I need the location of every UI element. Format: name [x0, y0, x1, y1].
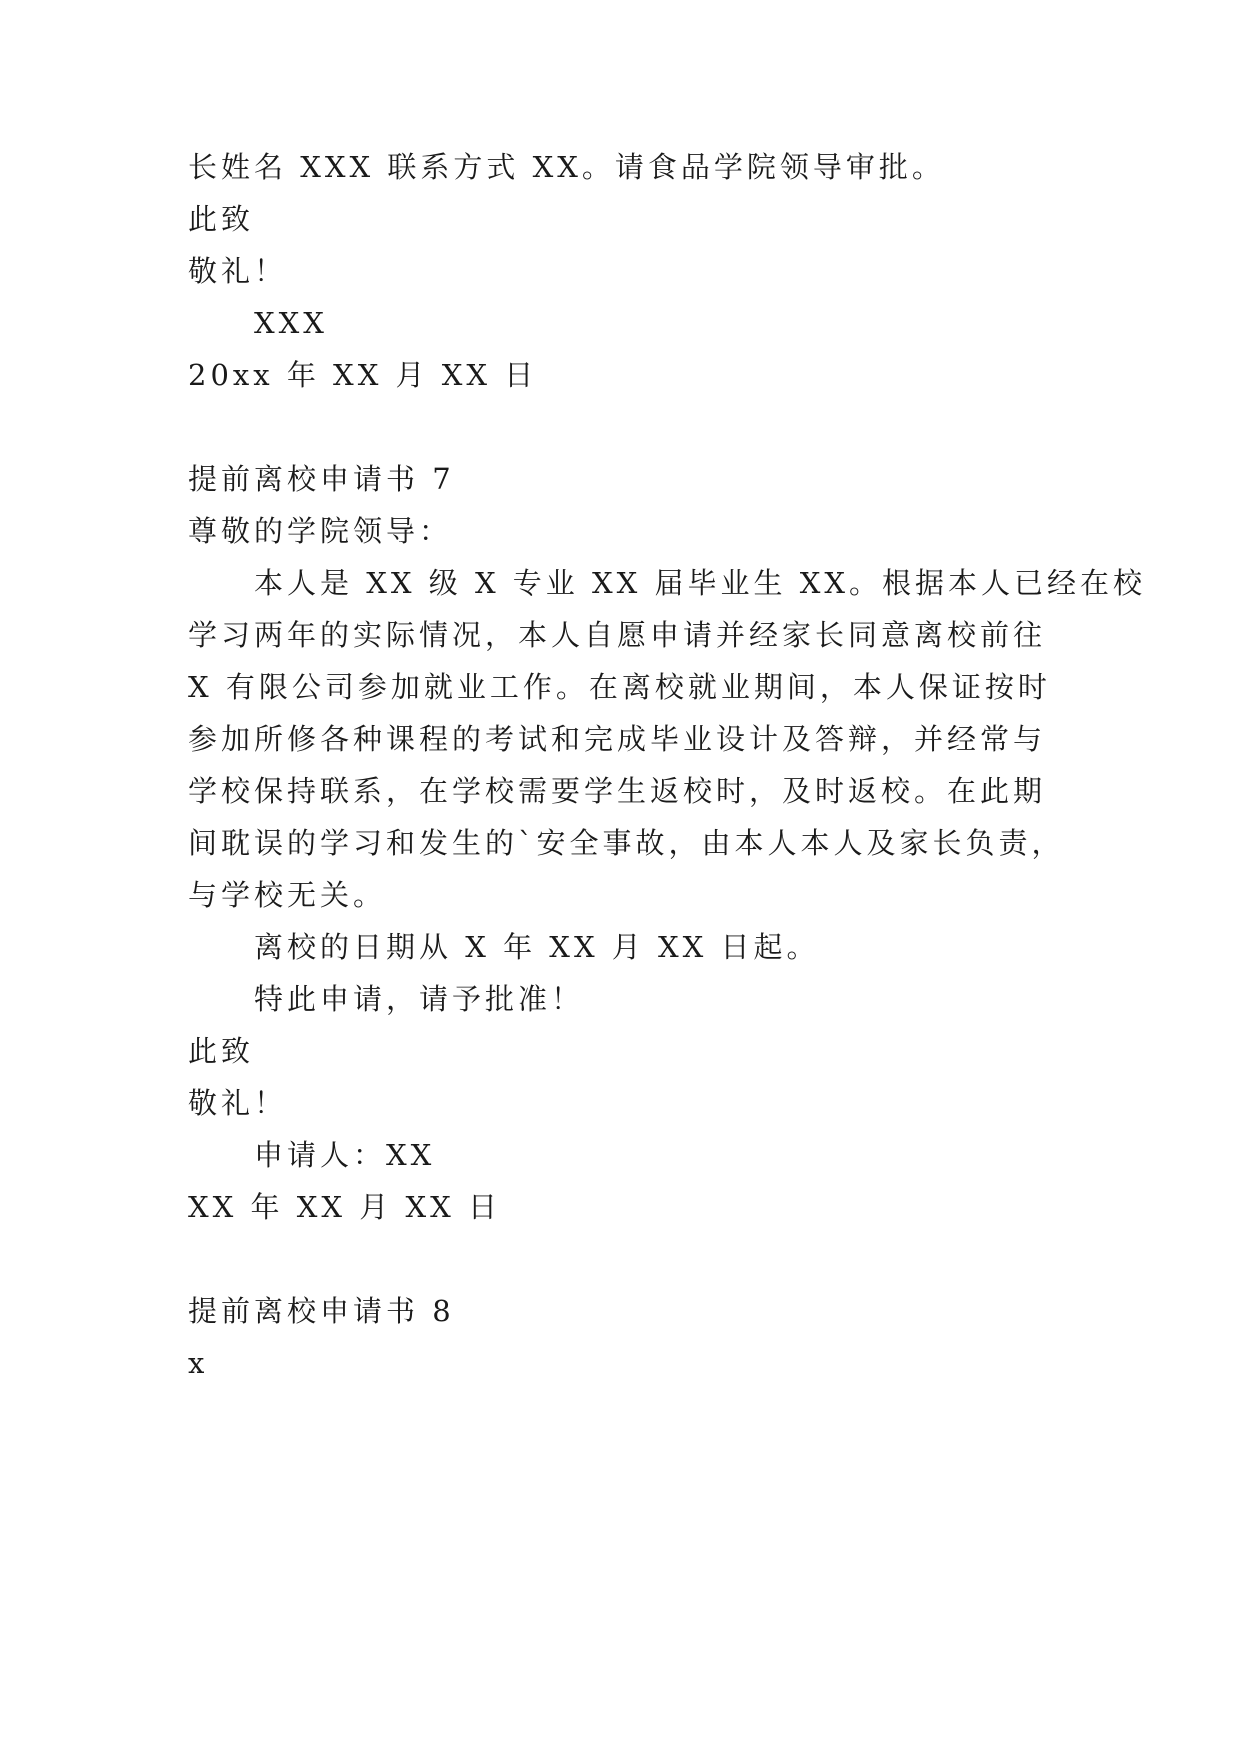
body-line: 参加所修各种课程的考试和完成毕业设计及答辩，并经常与 [188, 722, 1047, 756]
body-line: 本人是 XX 级 X 专业 XX 届毕业生 XX。根据本人已经在校 [254, 566, 1147, 600]
body-line: 学习两年的实际情况，本人自愿申请并经家长同意离校前往 [188, 618, 1047, 652]
salutation-jingli: 敬礼！ [188, 254, 288, 288]
body-line: 间耽误的学习和发生的`安全事故，由本人本人及家长负责， [188, 826, 1065, 860]
greeting: 尊敬的学院领导： [188, 514, 453, 548]
first-line: x [188, 1346, 209, 1380]
section-title: 提前离校申请书 7 [188, 462, 455, 496]
body-line: 学校保持联系，在学校需要学生返校时，及时返校。在此期 [188, 774, 1047, 808]
salutation-jingli: 敬礼！ [188, 1086, 288, 1120]
leave-date-line: 离校的日期从 X 年 XX 月 XX 日起。 [254, 930, 820, 964]
salutation-cizhi: 此致 [188, 202, 255, 236]
signature-date: 20xx 年 XX 月 XX 日 [188, 358, 538, 392]
request-line: 特此申请，请予批准！ [254, 982, 585, 1016]
applicant-line: 申请人：XX [254, 1138, 436, 1172]
body-line: 与学校无关。 [188, 878, 387, 912]
section-title: 提前离校申请书 8 [188, 1294, 455, 1328]
closing-line: 长姓名 XXX 联系方式 XX。请食品学院领导审批。 [188, 150, 945, 184]
signer: XXX [254, 306, 328, 340]
salutation-cizhi: 此致 [188, 1034, 255, 1068]
signature-date: XX 年 XX 月 XX 日 [188, 1190, 501, 1224]
body-line: X 有限公司参加就业工作。在离校就业期间，本人保证按时 [188, 670, 1051, 704]
